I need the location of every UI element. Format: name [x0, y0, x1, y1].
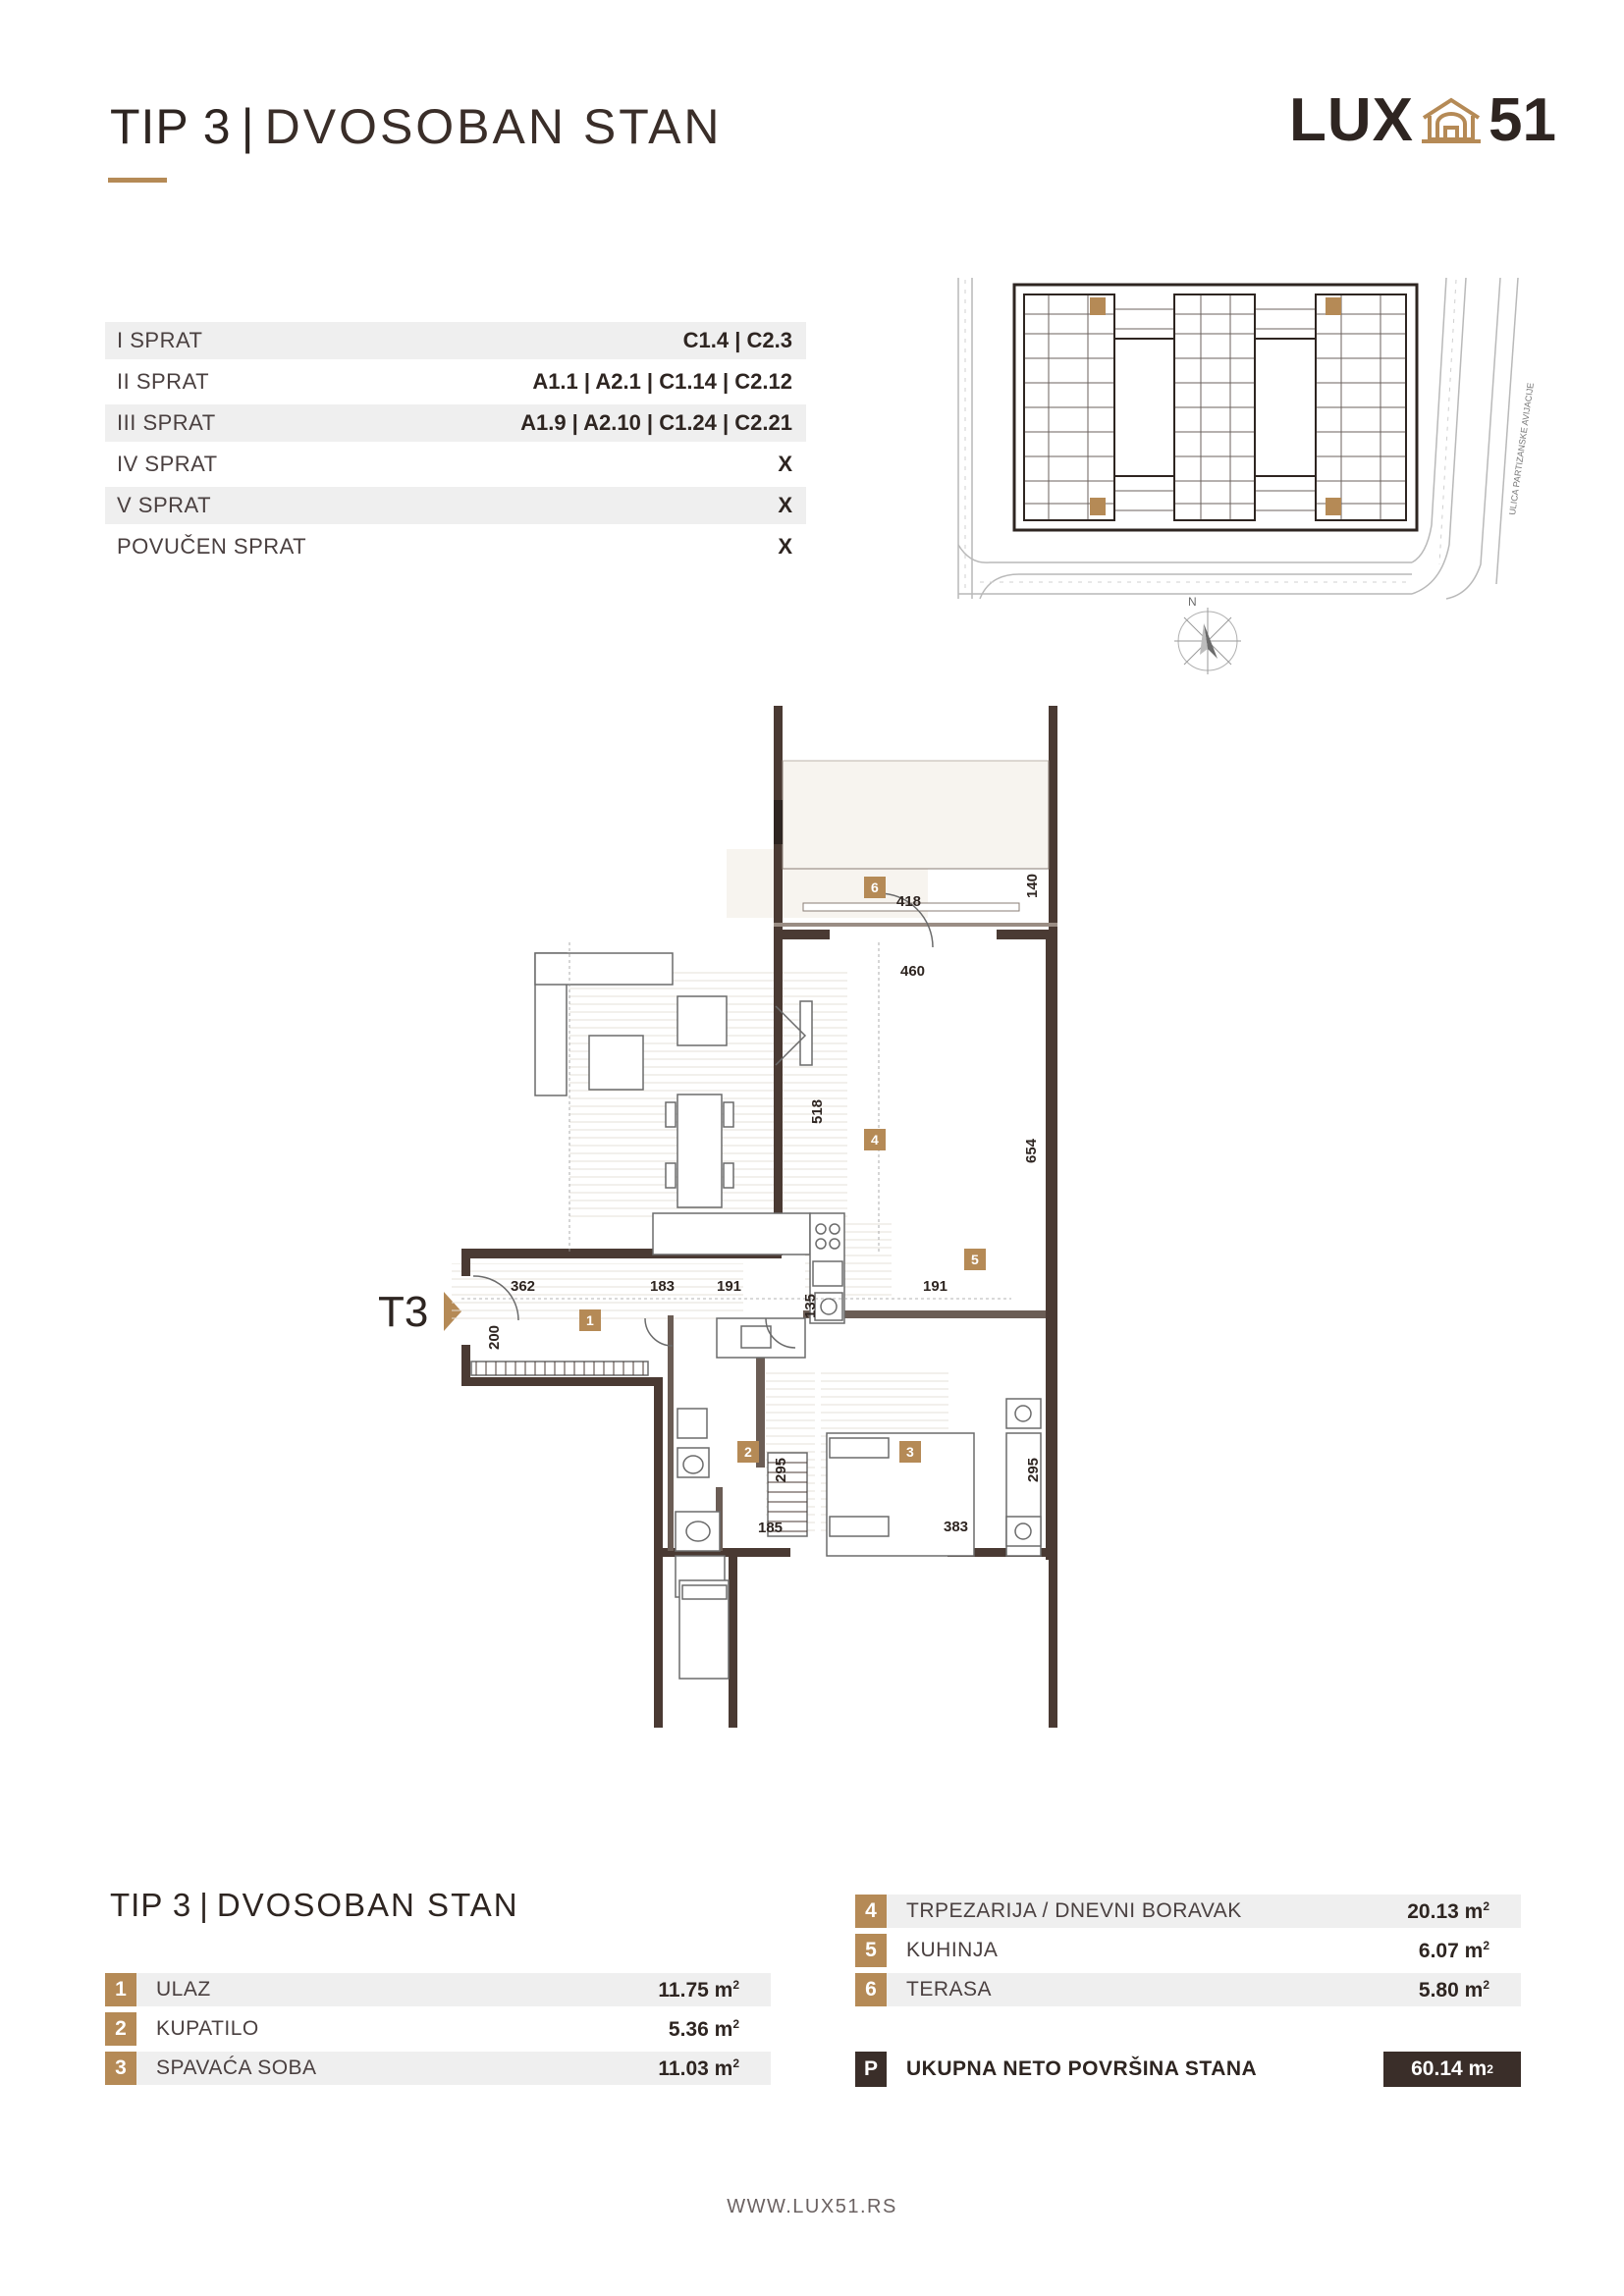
room-name: SPAVAĆA SOBA: [156, 2056, 317, 2079]
floor-units: C1.4 | C2.3: [682, 328, 792, 352]
svg-text:5: 5: [971, 1252, 979, 1267]
total-area: 60.14 m 2: [1383, 2052, 1521, 2087]
dim-terrace-depth: 140: [1024, 873, 1041, 898]
room-name: KUPATILO: [156, 2017, 259, 2040]
room-area: 11.75 $m^2$: [658, 1977, 739, 2002]
dim-living-left: 518: [809, 1098, 826, 1124]
room-row: [105, 1973, 771, 2006]
dim-bed-height: 295: [1025, 1457, 1042, 1482]
room-number: 2: [105, 2012, 136, 2046]
room-number: 5: [855, 1934, 887, 1967]
footer-url[interactable]: WWW.LUX51.RS: [727, 2196, 897, 2217]
svg-text:3: 3: [906, 1444, 914, 1460]
floor-row: [105, 528, 806, 565]
room-name: TERASA: [906, 1978, 993, 2001]
dim-bath-width: 185: [758, 1520, 784, 1536]
room-tag: [864, 1129, 886, 1150]
total-marker: P: [855, 2052, 887, 2087]
house-logo-icon: [1420, 96, 1483, 143]
title-apartment: DVOSOBAN STAN: [264, 99, 723, 154]
floor-row: [105, 487, 806, 524]
floor-label: POVUČEN SPRAT: [117, 534, 307, 559]
floor-units: X: [778, 493, 792, 517]
dim-living-width: 460: [900, 963, 926, 980]
room-row: [855, 1934, 1521, 1967]
logo-text-right: 51: [1489, 85, 1556, 154]
floor-units: A1.9 | A2.10 | C1.24 | C2.21: [520, 410, 792, 435]
summary-title: [110, 1887, 519, 1924]
dim-bed-width: 383: [944, 1519, 969, 1535]
room-area: 11.03 $m^2$: [658, 2056, 739, 2080]
dim-bath-height: 295: [773, 1457, 789, 1482]
room-table-left: [105, 1973, 771, 2091]
total-area-row: [855, 2052, 1521, 2087]
svg-text:2: 2: [744, 1444, 752, 1460]
floor-label: III SPRAT: [117, 410, 216, 435]
dim-hall-vertical: 135: [802, 1293, 819, 1318]
svg-text:4: 4: [871, 1132, 879, 1148]
floor-label: IV SPRAT: [117, 452, 218, 476]
room-area: 6.07 $m^2$: [1418, 1938, 1489, 1962]
room-name: TRPEZARIJA / DNEVNI BORAVAK: [906, 1899, 1242, 1922]
room-area: 20.13 $m^2$: [1407, 1898, 1489, 1923]
floor-plan: [432, 702, 1119, 1728]
room-number: 1: [105, 1973, 136, 2006]
room-number: 6: [855, 1973, 887, 2006]
room-table-right: [855, 1895, 1521, 2012]
floor-row: [105, 363, 806, 400]
room-name: ULAZ: [156, 1978, 211, 2001]
floor-label: V SPRAT: [117, 493, 212, 517]
page-title: [110, 98, 723, 155]
room-area: 5.36 $m^2$: [668, 2016, 739, 2041]
dim-hall-height: 200: [486, 1324, 503, 1350]
logo-text-left: LUX: [1289, 85, 1414, 154]
svg-text:1: 1: [586, 1312, 594, 1328]
floor-units: X: [778, 452, 792, 476]
title-separator: |: [241, 99, 255, 154]
north-label: N: [1188, 595, 1197, 609]
floor-row: [105, 322, 806, 359]
room-tag: [899, 1441, 921, 1463]
dim-terrace-width: 418: [896, 893, 922, 910]
room-tag: [864, 877, 886, 898]
floor-units: X: [778, 534, 792, 559]
title-underline: [108, 178, 167, 183]
street-label: ULICA PARTIZANSKE AVIJACIJE: [1507, 382, 1536, 516]
room-tag: [964, 1249, 986, 1270]
total-label: UKUPNA NETO POVRŠINA STANA: [906, 2057, 1258, 2080]
dim-kitchen-width: 191: [923, 1278, 948, 1295]
summary-apartment: DVOSOBAN STAN: [216, 1887, 519, 1923]
room-row: [855, 1973, 1521, 2006]
floor-label: II SPRAT: [117, 369, 210, 394]
room-row: [105, 2012, 771, 2046]
room-tag: [737, 1441, 759, 1463]
compass-icon: [1174, 595, 1241, 674]
dim-hall-a: 362: [511, 1278, 536, 1295]
room-tag: [579, 1309, 601, 1331]
dim-living-height: 654: [1023, 1138, 1040, 1163]
title-type: TIP 3: [110, 99, 232, 154]
summary-separator: |: [199, 1887, 209, 1923]
room-row: [855, 1895, 1521, 1928]
room-number: 4: [855, 1895, 887, 1928]
brand-logo: [1289, 85, 1556, 154]
floor-row: [105, 404, 806, 442]
floor-table: [105, 322, 806, 569]
floor-row: [105, 446, 806, 483]
svg-text:6: 6: [871, 880, 879, 895]
site-plan: [950, 270, 1540, 702]
room-number: 3: [105, 2052, 136, 2085]
room-row: [105, 2052, 771, 2085]
floor-label: I SPRAT: [117, 328, 203, 352]
room-name: KUHINJA: [906, 1939, 999, 1961]
dim-hall-b: 183: [650, 1278, 676, 1295]
room-area: 5.80 $m^2$: [1418, 1977, 1489, 2002]
floor-units: A1.1 | A2.1 | C1.14 | C2.12: [532, 369, 792, 394]
dim-hall-c: 191: [717, 1278, 742, 1295]
entrance-label: T3: [378, 1288, 429, 1336]
summary-type: TIP 3: [110, 1887, 192, 1923]
